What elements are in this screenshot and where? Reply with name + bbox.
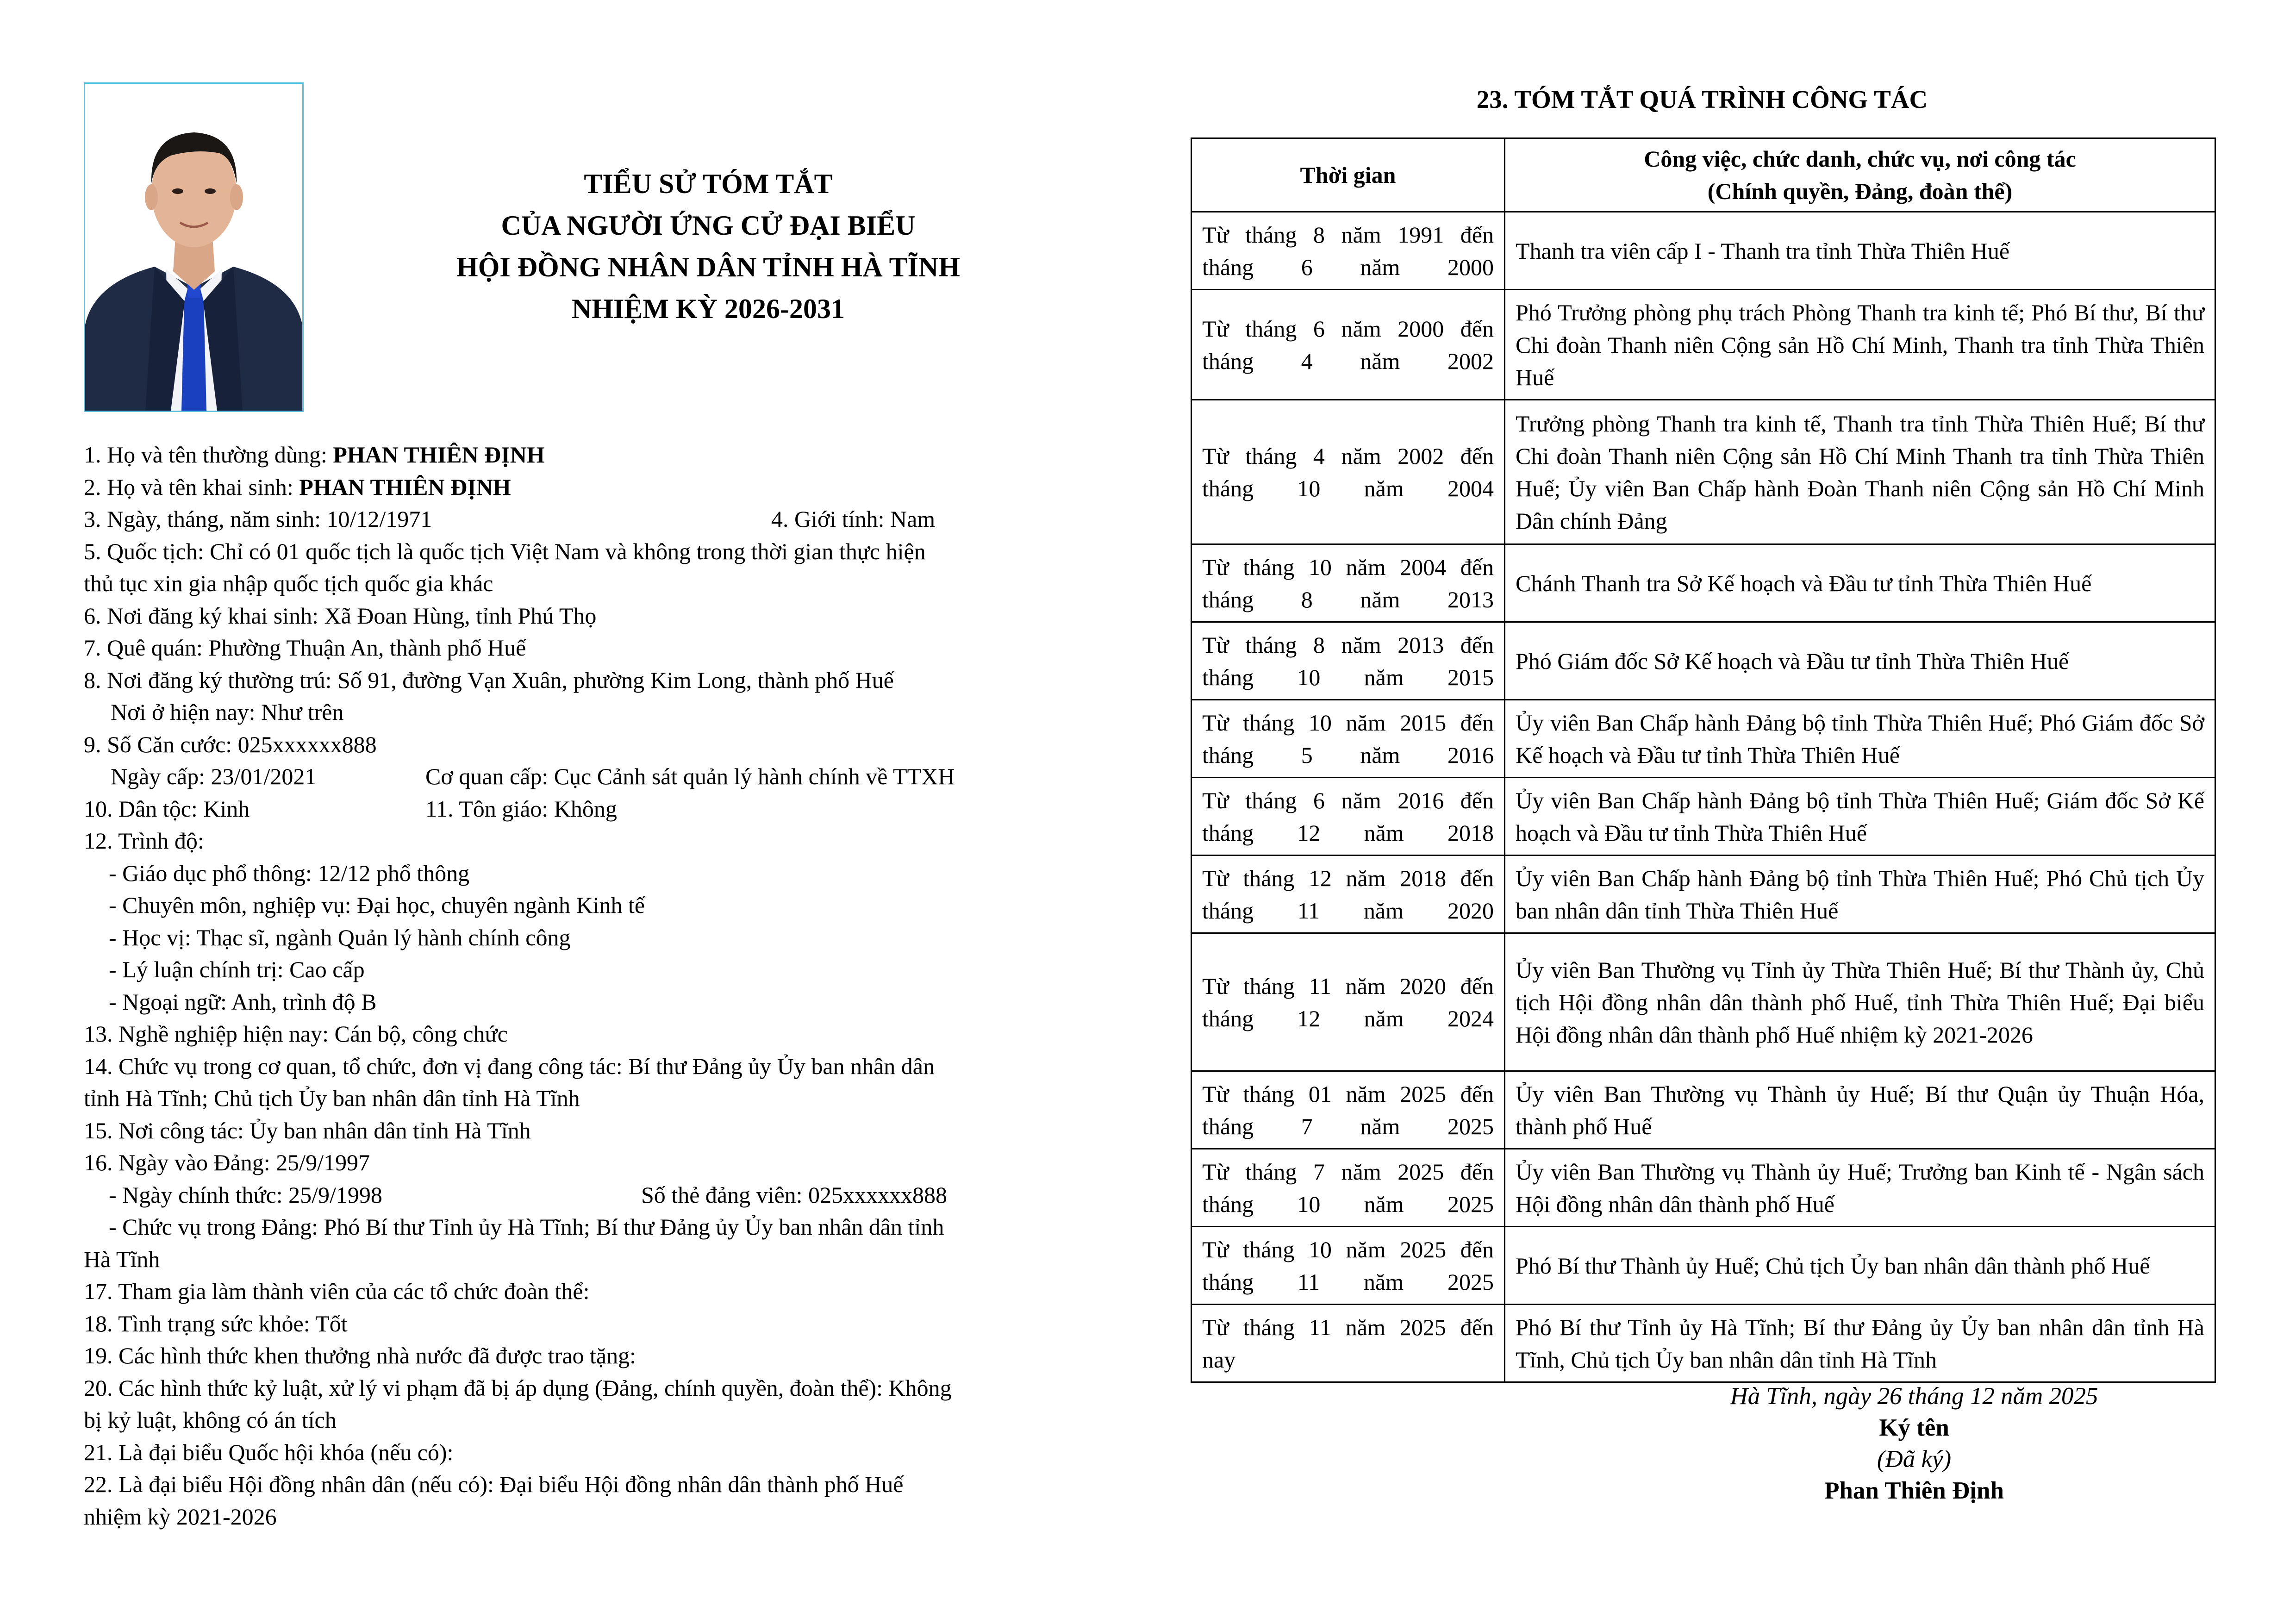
row-time: Từ tháng 11 năm 2020 đến tháng 12 năm 2024 <box>1192 933 1505 1071</box>
table-row <box>1192 544 2215 622</box>
row-time: Từ tháng 6 năm 2000 đến tháng 4 năm 2002 <box>1192 290 1505 400</box>
table-row <box>1192 1071 2215 1149</box>
bio-discipline: 20. Các hình thức kỷ luật, xử lý vi phạm đã bị áp dụng (Đảng, chính quyền, đoàn thể): Không <box>84 1374 952 1401</box>
work-history-title: 23. TÓM TẮT QUÁ TRÌNH CÔNG TÁC <box>1476 85 1928 113</box>
row-time: Từ tháng 4 năm 2002 đến tháng 10 năm 2004 <box>1192 400 1505 544</box>
bio-position: 14. Chức vụ trong cơ quan, tổ chức, đơn vị đang công tác: Bí thư Đảng ủy Ủy ban nhân dân <box>84 1053 935 1079</box>
biography-section <box>84 439 1109 1533</box>
signature-name: Phan Thiên Định <box>1824 1477 2004 1504</box>
bio-id-number: 9. Số Căn cước: 025xxxxxx888 <box>84 731 377 757</box>
bio-party-official-date: - Ngày chính thức: 25/9/1998 Số thẻ đảng viên: 025xxxxxx888 <box>109 1181 948 1208</box>
row-time: Từ tháng 8 năm 2013 đến tháng 10 năm 2015 <box>1192 622 1505 700</box>
bio-education-language: - Ngoại ngữ: Anh, trình độ B <box>109 988 377 1015</box>
bio-workplace: 15. Nơi công tác: Ủy ban nhân dân tỉnh Hà Tĩnh <box>84 1117 531 1143</box>
col-time-header: Thời gian <box>1192 138 1505 212</box>
table-row <box>1192 856 2215 933</box>
bio-hometown: 7. Quê quán: Phường Thuận An, thành phố Huế <box>84 635 526 661</box>
row-job: Chánh Thanh tra Sở Kế hoạch và Đầu tư tỉnh Thừa Thiên Huế <box>1505 544 2215 622</box>
row-job: Ủy viên Ban Chấp hành Đảng bộ tỉnh Thừa Thiên Huế; Phó Chủ tịch Ủy ban nhân dân tỉnh Thừa Thiên Huế <box>1505 856 2215 933</box>
bio-party-position-cont: Hà Tĩnh <box>84 1246 160 1272</box>
table-row <box>1192 212 2215 290</box>
title-line-1: TIỂU SỬ TÓM TẮT <box>584 169 833 199</box>
table-row <box>1192 1305 2215 1382</box>
signature-block <box>1676 1380 2152 1506</box>
row-time: Từ tháng 10 năm 2004 đến tháng 8 năm 2013 <box>1192 544 1505 622</box>
bio-birth-registration: 6. Nơi đăng ký khai sinh: Xã Đoan Hùng, tỉnh Phú Thọ <box>84 602 597 629</box>
row-job: Ủy viên Ban Thường vụ Tỉnh ủy Thừa Thiên Huế; Bí thư Thành ủy, Chủ tịch Hội đồng nhân dân thành phố Huế, tỉnh Thừa Thiên Huế; Đại biểu Hội đồng nhân dân thành phố Huế nhiệm kỳ 2021-2026 <box>1505 933 2215 1071</box>
row-job: Ủy viên Ban Thường vụ Thành ủy Huế; Trưởng ban Kinh tế - Ngân sách Hội đồng nhân dân thành phố Huế <box>1505 1149 2215 1227</box>
bio-national-assembly: 21. Là đại biểu Quốc hội khóa (nếu có): <box>84 1439 454 1465</box>
row-job: Trưởng phòng Thanh tra kinh tế, Thanh tra tỉnh Thừa Thiên Huế; Bí thư Chi đoàn Thanh niên Cộng sản Hồ Chí Minh Thanh tra tỉnh Thừa Thiên Huế; Ủy viên Ban Chấp hành Đoàn Thanh niên Cộng sản Hồ Chí Minh Dân chính Đảng <box>1505 400 2215 544</box>
bio-id-issue: Ngày cấp: 23/01/2021 Cơ quan cấp: Cục Cảnh sát quản lý hành chính về TTXH <box>111 763 955 789</box>
row-job: Ủy viên Ban Thường vụ Thành ủy Huế; Bí thư Quận ủy Thuận Hóa, thành phố Huế <box>1505 1071 2215 1149</box>
row-time: Từ tháng 01 năm 2025 đến tháng 7 năm 2025 <box>1192 1071 1505 1149</box>
row-time: Từ tháng 11 năm 2025 đến nay <box>1192 1305 1505 1382</box>
row-job: Phó Trưởng phòng phụ trách Phòng Thanh tra kinh tế; Phó Bí thư, Bí thư Chi đoàn Thanh niên Cộng sản Hồ Chí Minh, Thanh tra tỉnh Thừa Thiên Huế <box>1505 290 2215 400</box>
bio-council-delegate-cont: nhiệm kỳ 2021-2026 <box>84 1503 277 1530</box>
bio-organizations: 17. Tham gia làm thành viên của các tổ chức đoàn thể: <box>84 1278 590 1304</box>
table-header-row <box>1192 138 2215 212</box>
bio-current-address: Nơi ở hiện nay: Như trên <box>111 699 344 725</box>
title-line-4: NHIỆM KỲ 2026-2031 <box>572 294 845 324</box>
title-line-3: HỘI ĐỒNG NHÂN DÂN TỈNH HÀ TĨNH <box>456 252 960 282</box>
bio-position-cont: tỉnh Hà Tĩnh; Chủ tịch Ủy ban nhân dân tỉnh Hà Tĩnh <box>84 1085 580 1111</box>
row-time: Từ tháng 10 năm 2025 đến tháng 11 năm 2025 <box>1192 1227 1505 1305</box>
bio-discipline-cont: bị kỷ luật, không có án tích <box>84 1407 337 1433</box>
table-row <box>1192 400 2215 544</box>
row-job: Phó Bí thư Thành ủy Huế; Chủ tịch Ủy ban nhân dân thành phố Huế <box>1505 1227 2215 1305</box>
bio-nationality-cont: thủ tục xin gia nhập quốc tịch quốc gia khác <box>84 570 493 596</box>
row-time: Từ tháng 6 năm 2016 đến tháng 12 năm 2018 <box>1192 778 1505 856</box>
document-title <box>352 163 1065 330</box>
row-time: Từ tháng 8 năm 1991 đến tháng 6 năm 2000 <box>1192 212 1505 290</box>
row-time: Từ tháng 12 năm 2018 đến tháng 11 năm 2020 <box>1192 856 1505 933</box>
table-row <box>1192 290 2215 400</box>
bio-education-heading: 12. Trình độ: <box>84 828 204 854</box>
row-job: Ủy viên Ban Chấp hành Đảng bộ tỉnh Thừa Thiên Huế; Phó Giám đốc Sở Kế hoạch và Đầu tư tỉnh Thừa Thiên Huế <box>1505 700 2215 778</box>
table-row <box>1192 933 2215 1071</box>
bio-birth-date-gender: 3. Ngày, tháng, năm sinh: 10/12/1971 4. Giới tính: Nam <box>84 506 936 532</box>
title-line-2: CỦA NGƯỜI ỨNG CỬ ĐẠI BIỂU <box>501 210 916 241</box>
signature-label: Ký tên <box>1879 1414 1949 1441</box>
bio-ethnicity-religion: 10. Dân tộc: Kinh 11. Tôn giáo: Không <box>84 795 617 822</box>
bio-education-political: - Lý luận chính trị: Cao cấp <box>109 956 365 982</box>
table-row <box>1192 1149 2215 1227</box>
bio-health: 18. Tình trạng sức khỏe: Tốt <box>84 1310 348 1337</box>
row-job: Phó Giám đốc Sở Kế hoạch và Đầu tư tỉnh Thừa Thiên Huế <box>1505 622 2215 700</box>
row-time: Từ tháng 10 năm 2015 đến tháng 5 năm 2016 <box>1192 700 1505 778</box>
bio-permanent-address: 8. Nơi đăng ký thường trú: Số 91, đường Vạn Xuân, phường Kim Long, thành phố Huế <box>84 667 894 693</box>
bio-education-general: - Giáo dục phổ thông: 12/12 phổ thông <box>109 860 470 886</box>
table-row <box>1192 622 2215 700</box>
table-row <box>1192 700 2215 778</box>
table-row <box>1192 778 2215 856</box>
signature-place-date: Hà Tĩnh, ngày 26 tháng 12 năm 2025 <box>1730 1383 2098 1410</box>
bio-party-position: - Chức vụ trong Đảng: Phó Bí thư Tỉnh ủy Hà Tĩnh; Bí thư Đảng ủy Ủy ban nhân dân tỉnh <box>109 1214 944 1240</box>
portrait-icon <box>85 84 302 411</box>
bio-awards: 19. Các hình thức khen thưởng nhà nước đã được trao tặng: <box>84 1343 636 1368</box>
portrait-photo <box>84 82 304 412</box>
bio-party-join-date: 16. Ngày vào Đảng: 25/9/1997 <box>84 1149 370 1175</box>
bio-common-name: 1. Họ và tên thường dùng: PHAN THIÊN ĐỊNH <box>84 442 545 468</box>
col-job-header: Công việc, chức danh, chức vụ, nơi công tác (Chính quyền, Đảng, đoàn thể) <box>1505 138 2215 212</box>
row-time: Từ tháng 7 năm 2025 đến tháng 10 năm 2025 <box>1192 1149 1505 1227</box>
row-job: Thanh tra viên cấp I - Thanh tra tỉnh Thừa Thiên Huế <box>1505 212 2215 290</box>
bio-nationality: 5. Quốc tịch: Chỉ có 01 quốc tịch là quốc tịch Việt Nam và không trong thời gian thực hiện <box>84 538 926 564</box>
row-job: Ủy viên Ban Chấp hành Đảng bộ tỉnh Thừa Thiên Huế; Giám đốc Sở Kế hoạch và Đầu tư tỉnh Thừa Thiên Huế <box>1505 778 2215 856</box>
table-row <box>1192 1227 2215 1305</box>
bio-education-degree: - Học vị: Thạc sĩ, ngành Quản lý hành chính công <box>109 924 571 950</box>
row-job: Phó Bí thư Tỉnh ủy Hà Tĩnh; Bí thư Đảng ủy Ủy ban nhân dân tỉnh Hà Tĩnh, Chủ tịch Ủy ban nhân dân tỉnh Hà Tĩnh <box>1505 1305 2215 1382</box>
bio-education-major: - Chuyên môn, nghiệp vụ: Đại học, chuyên ngành Kinh tế <box>109 892 645 918</box>
bio-occupation: 13. Nghề nghiệp hiện nay: Cán bộ, công chức <box>84 1021 508 1047</box>
bio-council-delegate: 22. Là đại biểu Hội đồng nhân dân (nếu có): Đại biểu Hội đồng nhân dân thành phố Huế <box>84 1471 904 1497</box>
signature-signed-note: (Đã ký) <box>1877 1446 1952 1473</box>
bio-birth-name: 2. Họ và tên khai sinh: PHAN THIÊN ĐỊNH <box>84 474 511 500</box>
work-history-table <box>1191 137 2216 1383</box>
